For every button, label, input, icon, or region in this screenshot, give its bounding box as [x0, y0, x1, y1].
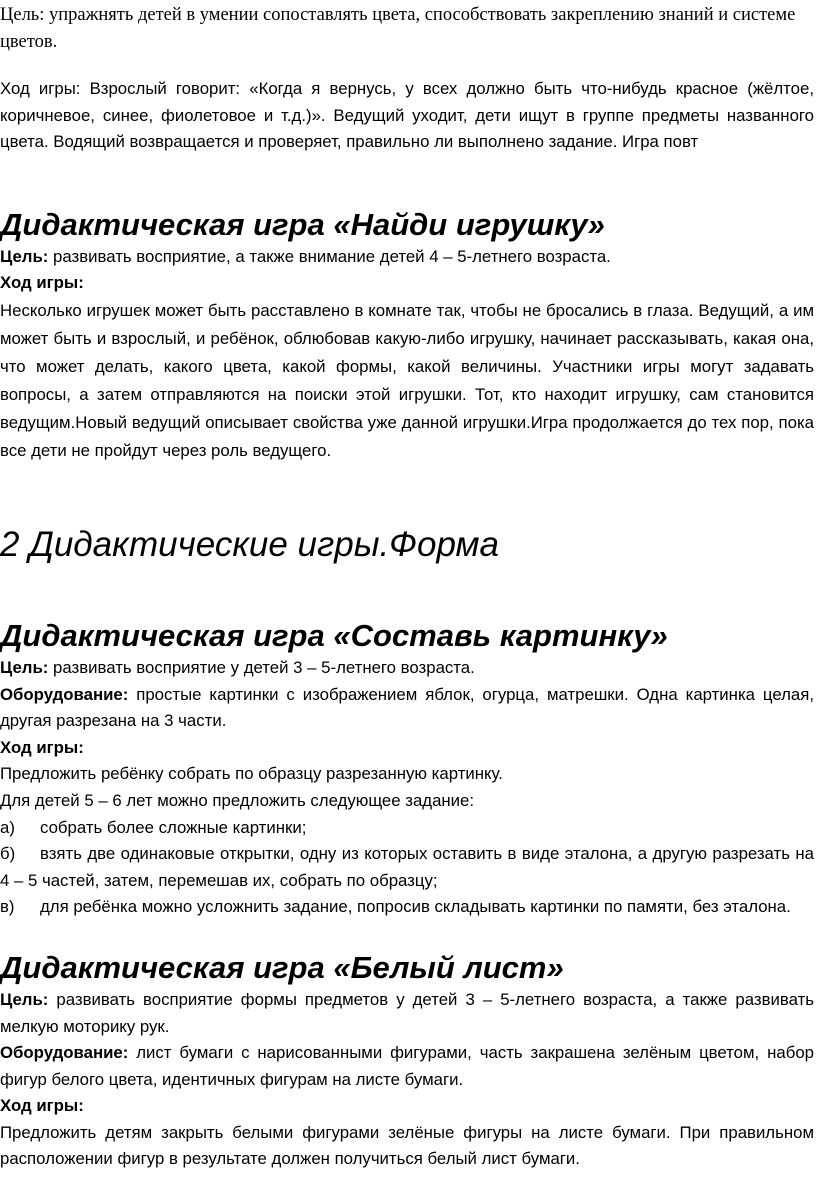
- game1-goal-text: развивать восприятие, а также внимание детей 4 – 5-летнего возраста.: [48, 246, 611, 266]
- game1-title: Дидактическая игра «Найди игрушку»: [0, 206, 605, 242]
- game2-process-text: Предложить ребёнку собрать по образцу разрезанную картинку.: [0, 764, 503, 784]
- game2-process-label: Ход игры:: [0, 737, 84, 757]
- chapter-title: 2 Дидактические игры.Форма: [0, 524, 500, 564]
- game2-goal-label: Цель:: [0, 657, 49, 677]
- list-text: собрать более сложные картинки;: [40, 817, 307, 837]
- game3-equipment-label: Оборудование:: [0, 1043, 129, 1063]
- game3-process-label: Ход игры:: [0, 1096, 84, 1116]
- list-item: [0, 841, 814, 894]
- list-marker: а): [0, 817, 15, 837]
- list-item: [0, 815, 814, 842]
- list-text: взять две одинаковые открытки, одну из которых оставить в виде эталона, а другую разрезать на 4 – 5 частей, затем, перемешав их, собрать по образцу;: [0, 844, 814, 890]
- game2-title: Дидактическая игра «Составь картинку»: [0, 617, 668, 653]
- game1-process-text: Несколько игрушек может быть расставлено в комнате так, чтобы не бросались в глаза. Ведущий, а им может быть и взрослый, и ребёнок, облюбовав какую-либо игрушку, начинает рассказывать, какая она, что может делать, какого цвета, какой формы, какой величины. Участники игры могут задавать вопросы, а затем отправляются на поиски этой игрушки. Тот, кто находит игрушку, сам становится ведущим.Новый ведущий описывает свойства уже данной игрушки.Игра продолжается до тех пор, пока все дети не пройдут через роль ведущего.: [0, 300, 814, 460]
- list-marker: б): [0, 844, 16, 864]
- game1-process-label: Ход игры:: [0, 273, 84, 293]
- game2-equipment-label: Оборудование:: [0, 684, 129, 704]
- list-item: [0, 894, 814, 921]
- game1-goal-label: Цель:: [0, 246, 49, 266]
- game2-equipment: [0, 682, 814, 735]
- document-page: [0, 2, 816, 1178]
- game3-goal: [0, 987, 814, 1040]
- intro-process: Ход игры: Взрослый говорит: «Когда я вернусь, у всех должно быть что-нибудь красное (жёлтое, коричневое, синее, фиолетовое и т.д.)». Ведущий уходит, дети ищут в группе предметы названного цвета. Водящий возвращается и проверяет, правильно ли выполнено задание. Игра повт: [0, 79, 814, 152]
- game3-goal-label: Цель:: [0, 989, 49, 1009]
- game2-goal-text: развивать восприятие у детей 3 – 5-летнего возраста.: [48, 657, 475, 677]
- game2-equipment-text: простые картинки с изображением яблок, огурца, матрешки. Одна картинка целая, другая разрезана на 3 части.: [0, 684, 814, 731]
- game3-equipment: [0, 1040, 814, 1093]
- game3-goal-text: развивать восприятие формы предметов у детей 3 – 5-летнего возраста, а также развивать мелкую моторику рук.: [0, 989, 814, 1036]
- intro-goal: Цель: упражнять детей в умении сопоставлять цвета, способствовать закреплению знаний и системе цветов.: [0, 5, 796, 52]
- list-text: для ребёнка можно усложнить задание, попросив складывать картинки по памяти, без эталона.: [40, 897, 791, 917]
- game2-goal: [0, 655, 814, 682]
- game3-title: Дидактическая игра «Белый лист»: [0, 949, 564, 985]
- game2-older-text: Для детей 5 – 6 лет можно предложить следующее задание:: [0, 790, 475, 810]
- list-marker: в): [0, 897, 15, 917]
- game1-goal: [0, 244, 814, 271]
- game3-equipment-text: лист бумаги с нарисованными фигурами, часть закрашена зелёным цветом, набор фигур белого цвета, идентичных фигурам на листе бумаги.: [0, 1043, 814, 1089]
- game3-process-text: Предложить детям закрыть белыми фигурами зелёные фигуры на листе бумаги. При правильном расположении фигур в результате должен получиться белый лист бумаги.: [0, 1122, 814, 1169]
